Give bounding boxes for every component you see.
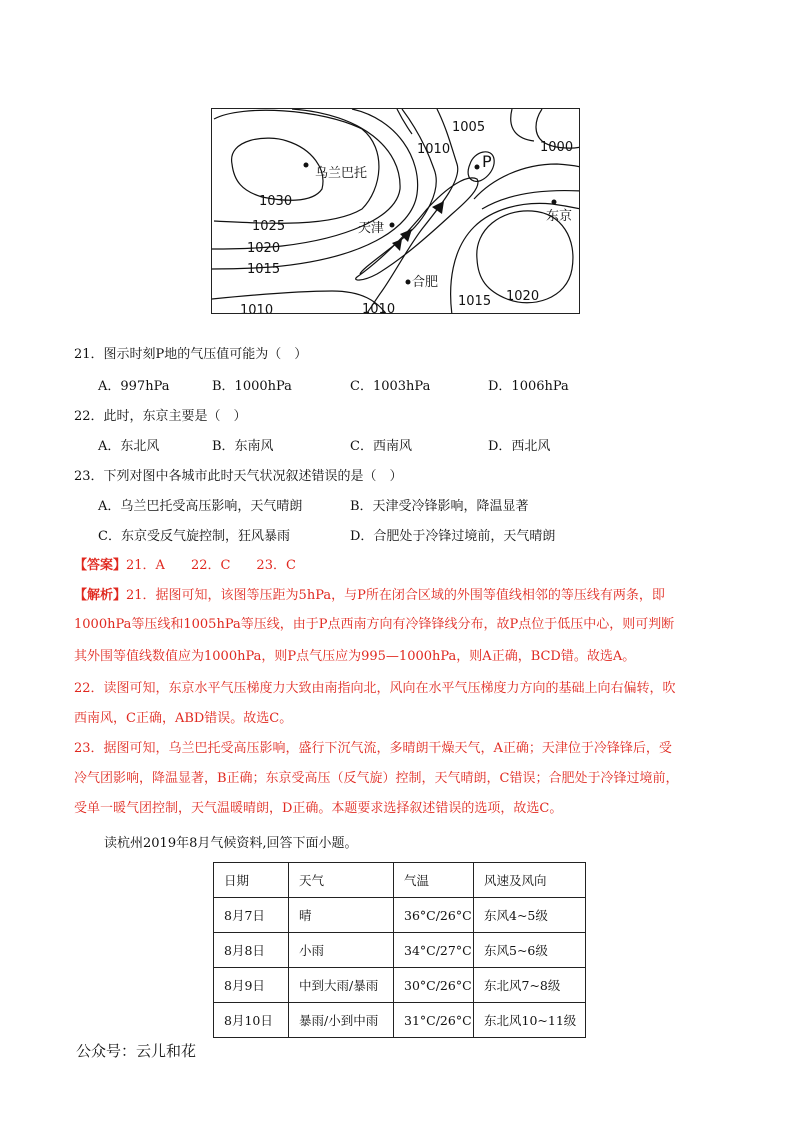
cell-weather: 小雨 [289, 933, 394, 968]
table-row [214, 1003, 586, 1038]
label-1005: 1005 [452, 120, 486, 135]
cell-temp: 36°C/26°C [394, 898, 474, 933]
label-tianjin: 天津 [358, 221, 385, 236]
q23-option-c: C．东京受反气旋控制，狂风暴雨 [98, 529, 290, 544]
cell-date: 8月8日 [214, 933, 289, 968]
table-row [214, 898, 586, 933]
p-dot [475, 165, 480, 170]
cell-wind: 东北风10~11级 [474, 1003, 586, 1038]
analysis-line-7: 冷气团影响，降温显著，B正确；东京受高压（反气旋）控制，天气晴朗，C错误；合肥处于冷锋过境前， [74, 771, 679, 786]
label-1010-bl: 1010 [240, 303, 274, 314]
answer-tag: 【答案】 [74, 558, 127, 573]
question-21: 21．图示时刻P地的气压值可能为（ ） [74, 347, 308, 362]
q22-option-c: C．西南风 [350, 439, 412, 454]
isobar-1010-a [360, 109, 436, 274]
label-1020-e: 1020 [506, 289, 540, 304]
q22-option-d: D．西北风 [488, 439, 551, 454]
header-weather: 天气 [289, 863, 394, 898]
table-row [214, 968, 586, 1003]
label-p: P [482, 152, 492, 171]
cell-temp: 34°C/27°C [394, 933, 474, 968]
analysis-line-2: 1000hPa等压线和1005hPa等压线，由于P点西南方向有冷锋锋线分布，故P点位于低压中心，则可判断 [74, 617, 675, 632]
label-1010-top: 1010 [417, 142, 451, 157]
ulan-dot [304, 163, 309, 168]
cell-weather: 暴雨/小到中雨 [289, 1003, 394, 1038]
q22-option-b: B．东南风 [212, 439, 274, 454]
tokyo-dot [552, 200, 557, 205]
label-1030: 1030 [259, 194, 293, 209]
header-date: 日期 [214, 863, 289, 898]
table-row [214, 933, 586, 968]
cell-wind: 东风4~5级 [474, 898, 586, 933]
label-1020-w: 1020 [247, 241, 281, 256]
q23-option-b: B．天津受冷锋影响，降温显著 [350, 499, 529, 514]
cell-date: 8月9日 [214, 968, 289, 1003]
label-1000-ur: 1000 [540, 140, 574, 155]
tianjin-dot [390, 223, 395, 228]
analysis-line-8: 受单一暖气团控制，天气温暖晴朗，D正确。本题要求选择叙述错误的选项，故选C。 [74, 801, 563, 816]
question-22: 22．此时，东京主要是（ ） [74, 409, 247, 424]
analysis-tag: 【解析】 [74, 588, 127, 603]
header-wind: 风速及风向 [474, 863, 586, 898]
table-intro: 读杭州2019年8月气候资料,回答下面小题。 [104, 836, 358, 851]
climate-table [213, 862, 586, 1038]
analysis-line-3: 其外围等值线数值应为1000hPa，则P点气压应为995—1000hPa，则A正确，BCD错。故选A。 [74, 649, 636, 664]
q23-option-a: A．乌兰巴托受高压影响，天气晴朗 [98, 499, 303, 514]
isobar-1010-b [212, 291, 387, 314]
question-23: 23．下列对图中各城市此时天气状况叙述错误的是（ ） [74, 469, 403, 484]
analysis-line-1 [74, 587, 724, 605]
cell-temp: 30°C/26°C [394, 968, 474, 1003]
label-hefei: 合肥 [412, 275, 439, 290]
label-tokyo: 东京 [546, 209, 573, 224]
hefei-dot [406, 280, 411, 285]
analysis-line-6: 23．据图可知，乌兰巴托受高压影响，盛行下沉气流，多晴朗干燥天气，A正确；天津位于冷锋锋后，受 [74, 741, 672, 756]
isobar-map-svg [212, 109, 580, 314]
cell-date: 8月7日 [214, 898, 289, 933]
table-header-row [214, 863, 586, 898]
q23-option-d: D．合肥处于冷锋过境前，天气晴朗 [350, 529, 556, 544]
label-ulan: 乌兰巴托 [315, 166, 368, 181]
label-1015-e: 1015 [458, 294, 492, 309]
front-triangle-1 [432, 201, 444, 214]
q21-option-a: A．997hPa [98, 379, 170, 394]
footer-watermark: 公众号：云儿和花 [76, 1042, 197, 1060]
isobar-ur-1 [511, 109, 534, 141]
header-temp: 气温 [394, 863, 474, 898]
analysis-text-1: 21．据图可知，该图等压距为5hPa，与P所在闭合区域的外围等值线相邻的等压线有两条，即 [126, 588, 665, 603]
isobar-map [211, 108, 580, 314]
isobar-1015 [212, 109, 418, 269]
isobar-1030 [232, 138, 323, 200]
label-1010-bm: 1010 [362, 302, 396, 314]
answer-line [74, 557, 724, 575]
cell-weather: 中到大雨/暴雨 [289, 968, 394, 1003]
q21-option-d: D．1006hPa [488, 379, 569, 394]
cell-weather: 晴 [289, 898, 394, 933]
q21-option-b: B．1000hPa [212, 379, 292, 394]
cell-wind: 东北风7~8级 [474, 968, 586, 1003]
q22-option-a: A．东北风 [98, 439, 160, 454]
q21-option-c: C．1003hPa [350, 379, 431, 394]
cell-temp: 31°C/26°C [394, 1003, 474, 1038]
answer-text: 21．A 22．C 23．C [126, 558, 296, 573]
label-1015-w: 1015 [247, 262, 281, 277]
cell-wind: 东风5~6级 [474, 933, 586, 968]
analysis-line-4: 22．读图可知，东京水平气压梯度力大致由南指向北，风向在水平气压梯度力方向的基础上向右偏转，吹 [74, 681, 676, 696]
analysis-line-5: 西南风，C正确，ABD错误。故选C。 [74, 711, 293, 726]
cell-date: 8月10日 [214, 1003, 289, 1038]
label-1025: 1025 [252, 219, 286, 234]
